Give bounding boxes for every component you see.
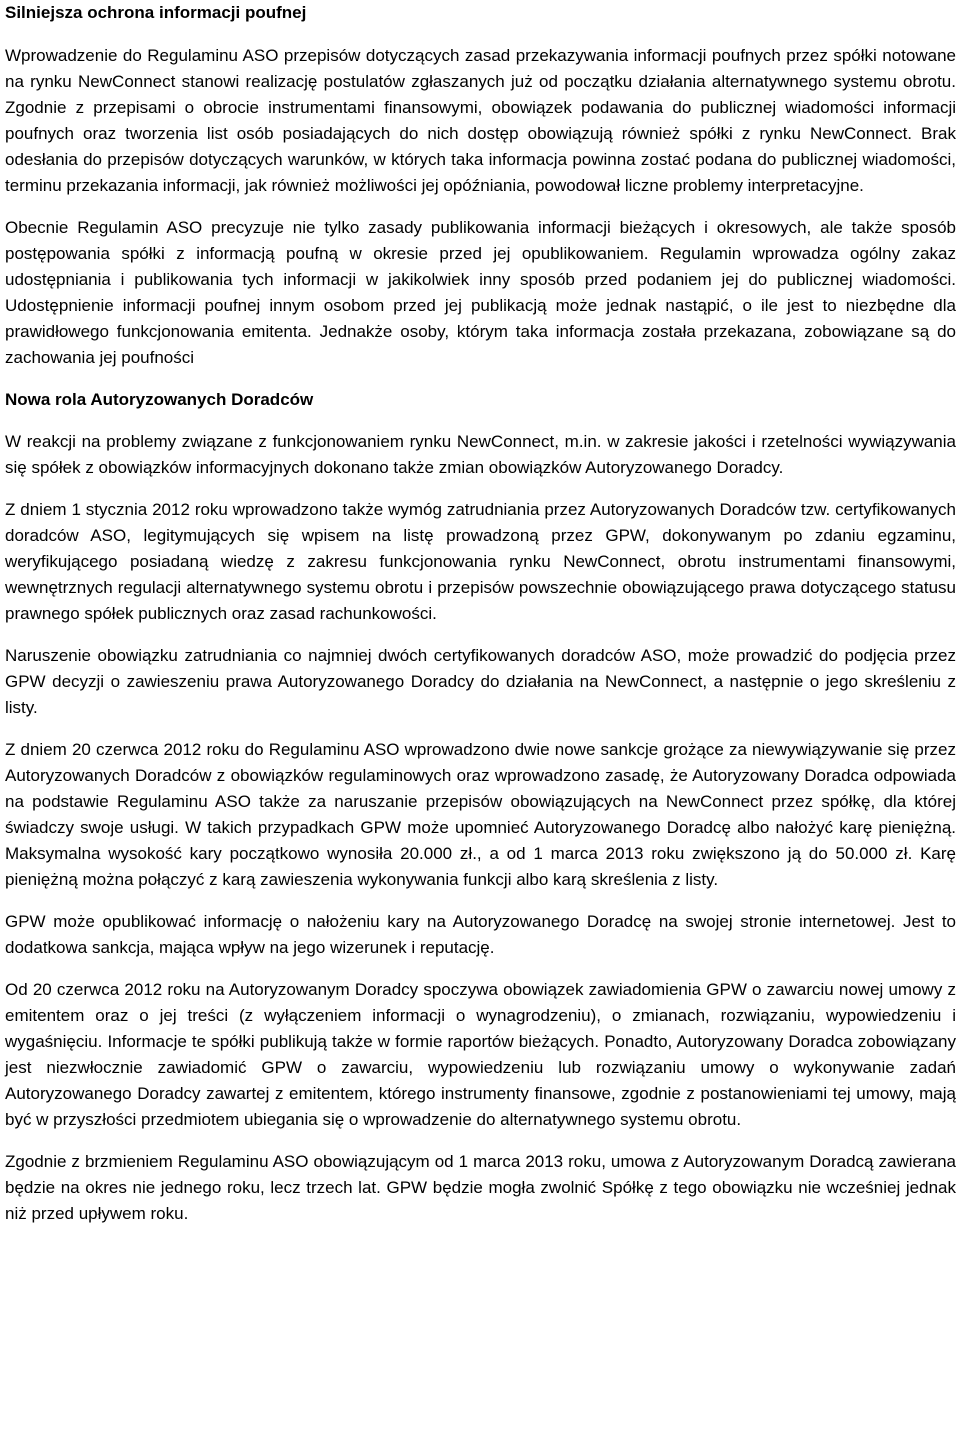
paragraph: Z dniem 20 czerwca 2012 roku do Regulaminu ASO wprowadzono dwie nowe sankcje grożące za niewywiązywanie się przez Autoryzowanych Doradców z obowiązków regulaminowych oraz wprowadzono zasadę, że Autoryzowany Doradca odpowiada na podstawie Regulaminu ASO także za naruszanie przepisów obowiązujących na NewConnect przez spółkę, dla której świadczy swoje usługi. W takich przypadkach GPW może upomnieć Autoryzowanego Doradcę albo nałożyć karę pieniężną. Maksymalna wysokość kary początkowo wynosiła 20.000 zł., a od 1 marca 2013 roku zwiększono ją do 50.000 zł. Karę pieniężną można połączyć z karą zawieszenia wykonywania funkcji albo karą skreślenia z listy. (5, 740, 956, 889)
paragraph: Obecnie Regulamin ASO precyzuje nie tylko zasady publikowania informacji bieżących i okresowych, ale także sposób postępowania spółki z informacją poufną w okresie przed jej opublikowaniem. Regulamin wprowadza ogólny zakaz udostępniania i publikowania tych informacji w jakikolwiek inny sposób przed podaniem jej do publicznej wiadomości. Udostępnienie informacji poufnej innym osobom przed jej publikacją może jednak nastąpić, o ile jest to niezbędne dla prawidłowego funkcjonowania emitenta. Jednakże osoby, którym taka informacja została przekazana, zobowiązane są do zachowania jej poufności (5, 218, 956, 367)
paragraph: Zgodnie z brzmieniem Regulaminu ASO obowiązującym od 1 marca 2013 roku, umowa z Autoryzowanym Doradcą zawierana będzie na okres nie jednego roku, lecz trzech lat. GPW będzie mogła zwolnić Spółkę z tego obowiązku nie wcześniej jednak niż przed upływem roku. (5, 1152, 956, 1223)
paragraph: Z dniem 1 stycznia 2012 roku wprowadzono także wymóg zatrudniania przez Autoryzowanych Doradców tzw. certyfikowanych doradców ASO, legitymujących się wpisem na listę prowadzoną przez GPW, dokonywanym po zdaniu egzaminu, weryfikującego posiadaną wiedzę z zakresu funkcjonowania rynku NewConnect, obrotu instrumentami finansowymi, wewnętrznych regulacji alternatywnego systemu obrotu i przepisów powszechnie obowiązującego prawa dotyczącego statusu prawnego spółek publicznych oraz zasad rachunkowości. (5, 500, 956, 623)
section-title: Silniejsza ochrona informacji poufnej (5, 3, 307, 22)
paragraph: Od 20 czerwca 2012 roku na Autoryzowanym Doradcy spoczywa obowiązek zawiadomienia GPW o zawarciu nowej umowy z emitentem oraz o jej treści (z wyłączeniem informacji o wynagrodzeniu), o zmianach, rozwiązaniu, wypowiedzeniu i wygaśnięciu. Informacje te spółki publikują także w formie raportów bieżących. Ponadto, Autoryzowany Doradca zobowiązany jest niezwłocznie zawiadomić GPW o zawarciu, wypowiedzeniu lub rozwiązaniu umowy o wykonywanie zadań Autoryzowanego Doradcy zawartej z emitentem, którego instrumenty finansowe, zgodnie z postanowieniami tej umowy, mają być w przyszłości przedmiotem ubiegania się o wprowadzenie do alternatywnego systemu obrotu. (5, 980, 956, 1129)
paragraph: Naruszenie obowiązku zatrudniania co najmniej dwóch certyfikowanych doradców ASO, może prowadzić do podjęcia przez GPW decyzji o zawieszeniu prawa Autoryzowanego Doradcy do działania na NewConnect, a następnie o jego skreśleniu z listy. (5, 646, 956, 717)
section-title: Nowa rola Autoryzowanych Doradców (5, 390, 314, 409)
paragraph: Wprowadzenie do Regulaminu ASO przepisów dotyczących zasad przekazywania informacji poufnych przez spółki notowane na rynku NewConnect stanowi realizację postulatów zgłaszanych już od początku działania alternatywnego systemu obrotu. Zgodnie z przepisami o obrocie instrumentami finansowymi, obowiązek podawania do publicznej wiadomości informacji poufnych oraz tworzenia list osób posiadających do nich dostęp obowiązują również spółki z rynku NewConnect. Brak odesłania do przepisów dotyczących warunków, w których taka informacja powinna zostać podana do publicznej wiadomości, terminu przekazania informacji, jak również możliwości jej opóźniania, powodował liczne problemy interpretacyjne. (5, 46, 956, 195)
paragraph: W reakcji na problemy związane z funkcjonowaniem rynku NewConnect, m.in. w zakresie jakości i rzetelności wywiązywania się spółek z obowiązków informacyjnych dokonano także zmian obowiązków Autoryzowanego Doradcy. (5, 432, 956, 477)
paragraph: GPW może opublikować informację o nałożeniu kary na Autoryzowanego Doradcę na swojej stronie internetowej. Jest to dodatkowa sankcja, mająca wpływ na jego wizerunek i reputację. (5, 912, 956, 957)
